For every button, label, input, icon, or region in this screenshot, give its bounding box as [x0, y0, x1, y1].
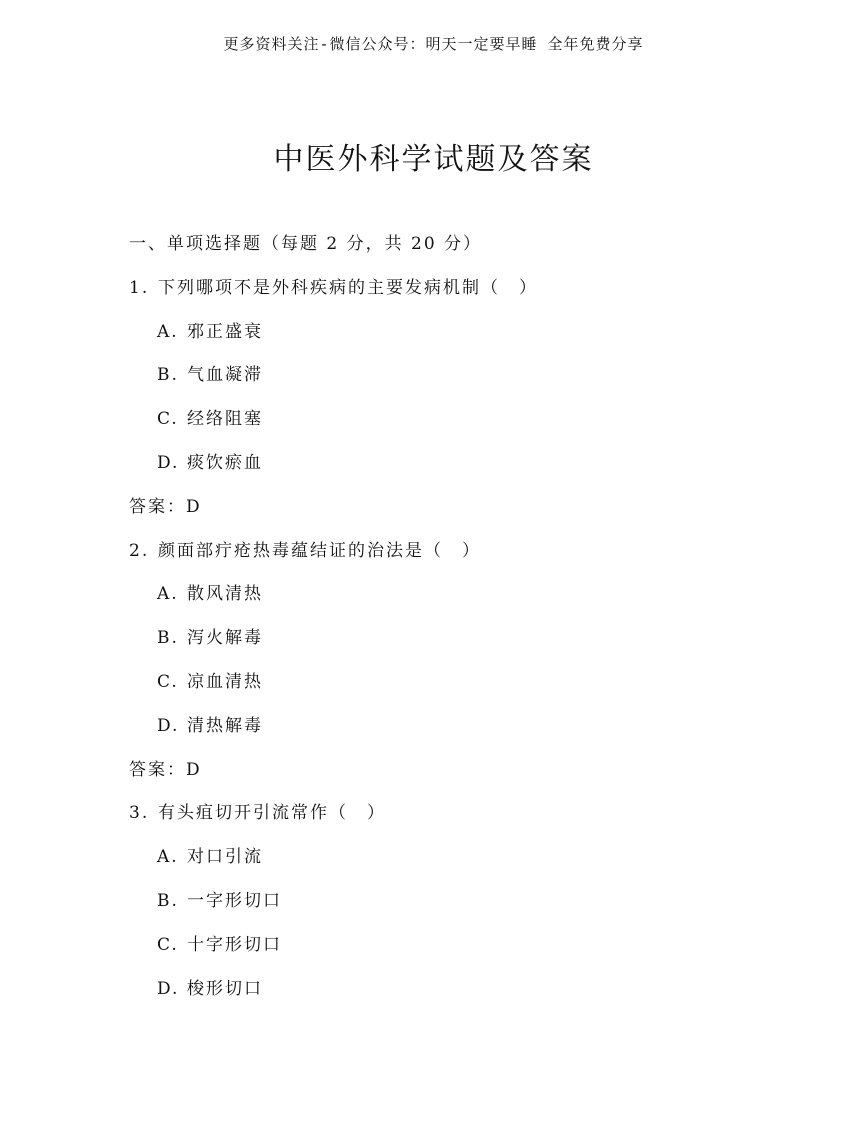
question-number: 3. — [129, 803, 150, 824]
option-c — [129, 667, 829, 711]
option-text: 泻火解毒 — [187, 628, 263, 649]
option-text: 清热解毒 — [187, 715, 263, 736]
option-letter: D. — [157, 715, 180, 736]
answer-line: 答案：D — [129, 759, 202, 780]
section-heading: 一、单项选择题（每题 2 分，共 20 分） — [129, 234, 483, 254]
option-d — [129, 448, 829, 492]
option-c — [129, 404, 829, 448]
option-letter: C. — [157, 934, 179, 955]
option-letter: A. — [157, 584, 179, 605]
question-text: 下列哪项不是外科疾病的主要发病机制（ ） — [158, 277, 538, 298]
option-letter: C. — [157, 671, 179, 692]
option-letter: D. — [157, 978, 180, 999]
question-text: 颜面部疔疮热毒蕴结证的治法是（ ） — [158, 540, 481, 561]
exam-content — [129, 229, 829, 1017]
option-letter: C. — [157, 409, 179, 430]
option-letter: A. — [157, 321, 179, 342]
question-1 — [129, 273, 829, 317]
option-letter: A. — [157, 847, 179, 868]
option-b — [129, 360, 829, 404]
header-note: 更多资料关注-微信公众号：明天一定要早睡 全年免费分享 — [223, 35, 644, 53]
option-text: 经络阻塞 — [187, 409, 263, 430]
option-text: 一字形切口 — [187, 890, 282, 911]
option-text: 邪正盛衰 — [187, 321, 263, 342]
option-text: 梭形切口 — [187, 978, 263, 999]
option-letter: B. — [157, 890, 179, 911]
question-2 — [129, 536, 829, 580]
option-letter: B. — [157, 365, 179, 386]
option-b — [129, 623, 829, 667]
option-a — [129, 317, 829, 361]
option-d — [129, 711, 829, 755]
option-d — [129, 974, 829, 1018]
question-number: 2. — [129, 540, 150, 561]
question-3 — [129, 798, 829, 842]
option-text: 十字形切口 — [187, 934, 282, 955]
option-text: 气血凝滞 — [187, 365, 263, 386]
question-text: 有头疽切开引流常作（ ） — [158, 803, 386, 824]
option-a — [129, 579, 829, 623]
answer-line: 答案：D — [129, 496, 202, 517]
question-number: 1. — [129, 277, 150, 298]
option-text: 凉血清热 — [187, 671, 263, 692]
page-title: 中医外科学试题及答案 — [273, 142, 594, 177]
option-text: 散风清热 — [187, 584, 263, 605]
option-b — [129, 886, 829, 930]
option-a — [129, 842, 829, 886]
option-letter: B. — [157, 628, 179, 649]
option-text: 对口引流 — [187, 847, 263, 868]
option-text: 痰饮瘀血 — [187, 452, 263, 473]
option-letter: D. — [157, 452, 180, 473]
option-c — [129, 930, 829, 974]
